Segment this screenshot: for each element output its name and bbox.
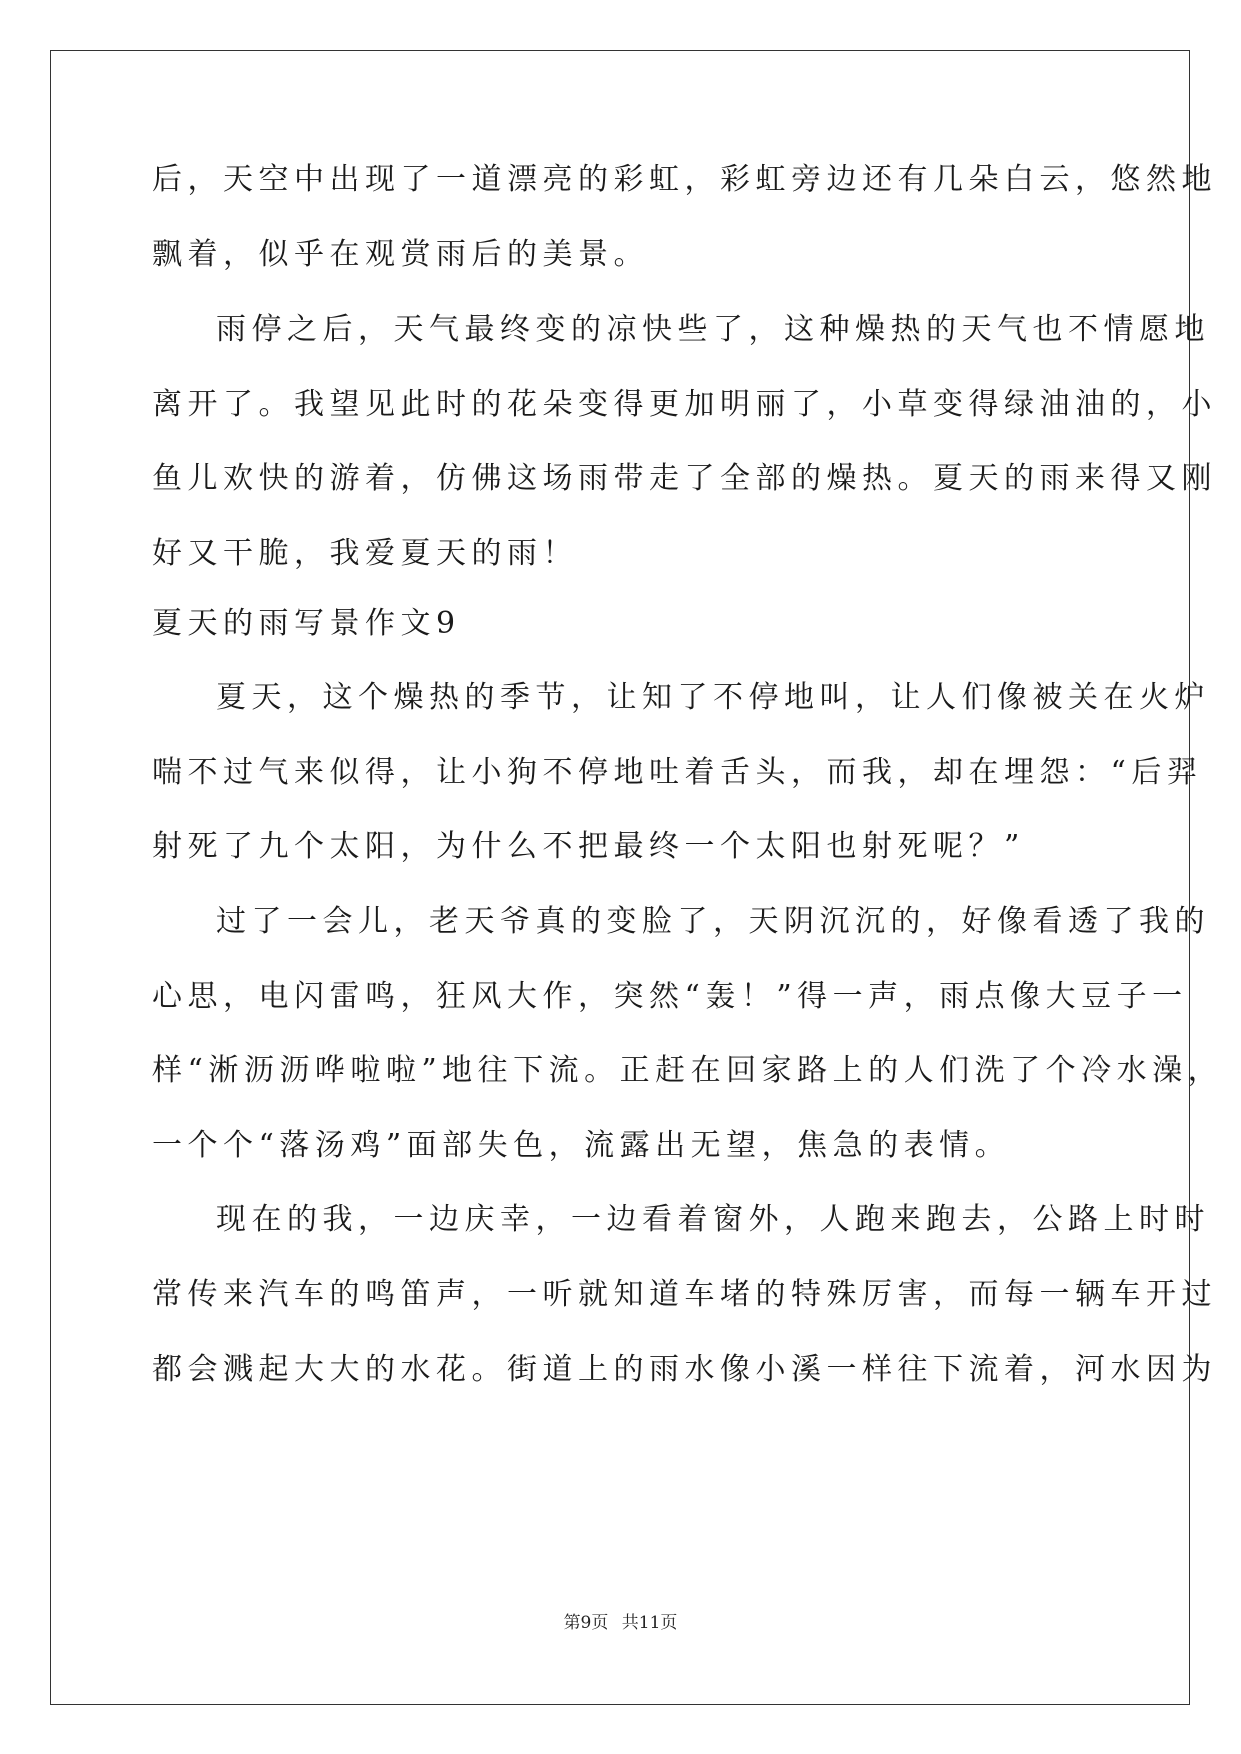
text-line: 样“淅沥沥哗啦啦”地往下流。正赶在回家路上的人们洗了个冷水澡， [152, 1053, 1224, 1088]
text-line: 后，天空中出现了一道漂亮的彩虹，彩虹旁边还有几朵白云，悠然地 [152, 162, 1217, 197]
paragraph-start-line: 现在的我，一边庆幸，一边看着窗外，人跑来跑去，公路上时时 [216, 1202, 1210, 1237]
text-line: 一个个“落汤鸡”面部失色，流露出无望，焦急的表情。 [152, 1128, 1011, 1163]
page-footer [0, 1612, 1241, 1634]
text-line: 离开了。我望见此时的花朵变得更加明丽了，小草变得绿油油的，小 [152, 387, 1217, 422]
page-border [50, 50, 1190, 1705]
section-heading: 夏天的雨写景作文9 [152, 606, 461, 641]
text-line: 射死了九个太阳，为什么不把最终一个太阳也射死呢？” [152, 829, 1025, 864]
text-line: 都会溅起大大的水花。街道上的雨水像小溪一样往下流着，河水因为 [152, 1352, 1217, 1387]
paragraph-start-line: 夏天，这个燥热的季节，让知了不停地叫，让人们像被关在火炉 [216, 680, 1210, 715]
text-line: 常传来汽车的鸣笛声，一听就知道车堵的特殊厉害，而每一辆车开过 [152, 1277, 1217, 1312]
text-line: 喘不过气来似得，让小狗不停地吐着舌头，而我，却在埋怨：“后羿 [152, 755, 1203, 790]
page-number: 第9页 [563, 1613, 609, 1633]
paragraph-start-line: 雨停之后，天气最终变的凉快些了，这种燥热的天气也不情愿地 [216, 312, 1210, 347]
text-line: 心思，电闪雷鸣，狂风大作，突然“轰！”得一声，雨点像大豆子一 [152, 979, 1188, 1014]
text-line: 飘着，似乎在观赏雨后的美景。 [152, 237, 649, 272]
text-line: 鱼儿欢快的游着，仿佛这场雨带走了全部的燥热。夏天的雨来得又刚 [152, 461, 1217, 496]
text-line: 好又干脆，我爱夏天的雨！ [152, 536, 578, 571]
total-pages: 共11页 [621, 1613, 678, 1633]
paragraph-start-line: 过了一会儿，老天爷真的变脸了，天阴沉沉的，好像看透了我的 [216, 904, 1210, 939]
